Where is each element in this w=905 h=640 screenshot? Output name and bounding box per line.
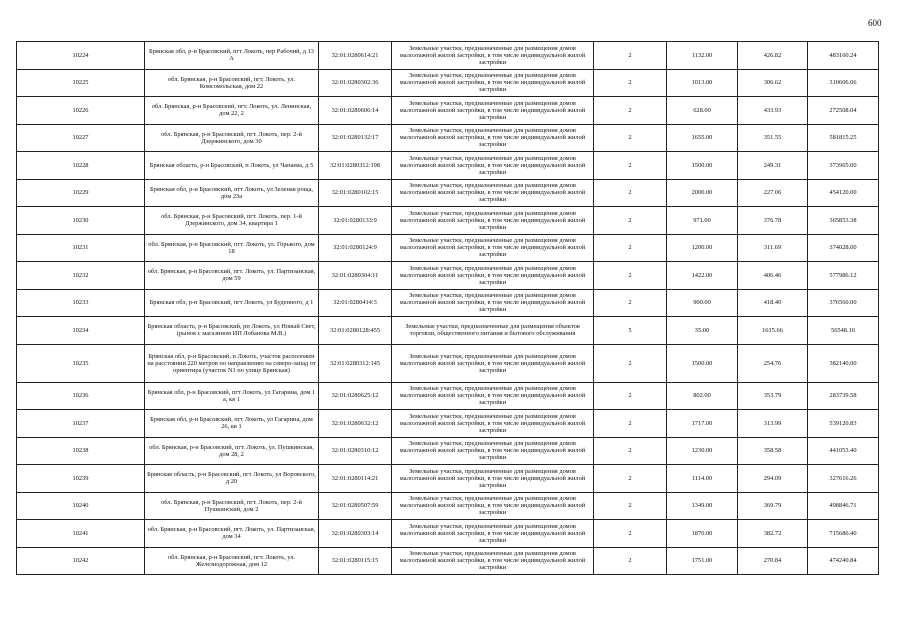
cadastral-value-cell: 373965.00	[808, 152, 879, 180]
address-cell: обл. Брянская, р-н Брасовский, пгт. Локоть, ул. Горького, дом 18	[145, 234, 319, 262]
specific-value-cell: 406.46	[738, 262, 808, 290]
cadastral-value-cell: 581815.25	[808, 124, 879, 152]
cadastral-value-cell: 454120.00	[808, 179, 879, 207]
table-row	[17, 124, 879, 152]
row-number-cell: 10241	[17, 520, 145, 548]
table-row	[17, 344, 879, 382]
permitted-use-cell: Земельные участки, предназначенные для размещения домов малоэтажной жилой застройки, в том числе индивидуальной жилой застройки	[392, 547, 594, 575]
group-cell: 2	[594, 520, 667, 548]
area-cell: 1013.00	[667, 69, 738, 97]
specific-value-cell: 358.58	[738, 437, 808, 465]
row-number-cell: 10233	[17, 289, 145, 317]
group-cell: 2	[594, 234, 667, 262]
specific-value-cell: 270.84	[738, 547, 808, 575]
area-cell: 628.00	[667, 97, 738, 125]
area-cell: 35.00	[667, 317, 738, 345]
specific-value-cell: 227.06	[738, 179, 808, 207]
permitted-use-cell: Земельные участки, предназначенные для размещения домов малоэтажной жилой застройки, в том числе индивидуальной жилой застройки	[392, 69, 594, 97]
permitted-use-cell: Земельные участки, предназначенные для размещения домов малоэтажной жилой застройки, в том числе индивидуальной жилой застройки	[392, 234, 594, 262]
permitted-use-cell: Земельные участки, предназначенные для размещения домов малоэтажной жилой застройки, в том числе индивидуальной жилой застройки	[392, 437, 594, 465]
table-row	[17, 465, 879, 493]
specific-value-cell: 306.62	[738, 69, 808, 97]
row-number-cell: 10235	[17, 344, 145, 382]
cadastral-value-cell: 272508.04	[808, 97, 879, 125]
specific-value-cell: 418.40	[738, 289, 808, 317]
area-cell: 1230.00	[667, 437, 738, 465]
group-cell: 2	[594, 152, 667, 180]
row-number-cell: 10239	[17, 465, 145, 493]
cadastral-number-cell: 32:01:0280303:14	[319, 520, 392, 548]
address-cell: обл. Брянская, р-н Брасовский, пгт. Локоть, ул. Железнодорожная, дом 12	[145, 547, 319, 575]
cadastral-value-cell: 310606.06	[808, 69, 879, 97]
cadastral-number-cell: 32:01:0280312:198	[319, 152, 392, 180]
cadastral-number-cell: 32:01:0280310:12	[319, 437, 392, 465]
row-number-cell: 10226	[17, 97, 145, 125]
table-row	[17, 317, 879, 345]
cadastral-value-cell: 56548.10	[808, 317, 879, 345]
address-cell: обл. Брянская, р-н Брасовский, пгт. Локоть, пер. 2-й Пушкинский, дом 2	[145, 492, 319, 520]
address-cell: обл. Брянская, р-н Брасовский, пгт. Локоть, ул. Пушкинская, дом 28, 2	[145, 437, 319, 465]
group-cell: 2	[594, 437, 667, 465]
row-number-cell: 10237	[17, 410, 145, 438]
table-row	[17, 289, 879, 317]
area-cell: 1422.00	[667, 262, 738, 290]
row-number-cell: 10229	[17, 179, 145, 207]
address-cell: обл. Брянская, р-н Брасовский, пгт. Локоть, ул. Комсомольская, дом 22	[145, 69, 319, 97]
address-cell: обл. Брянская, р-н Брасовский, пгт. Локоть, пер. 2-й Дзержинского, дом 30	[145, 124, 319, 152]
address-cell: обл. Брянская, р-н Брасовский, пгт. Локоть, ул. Ленинская, дом 22, 2	[145, 97, 319, 125]
permitted-use-cell: Земельные участки, предназначенные для размещения домов малоэтажной жилой застройки, в том числе индивидуальной жилой застройки	[392, 520, 594, 548]
permitted-use-cell: Земельные участки, предназначенные для размещения домов малоэтажной жилой застройки, в том числе индивидуальной жилой застройки	[392, 289, 594, 317]
specific-value-cell: 249.31	[738, 152, 808, 180]
cadastral-number-cell: 32:01:0280625:12	[319, 382, 392, 410]
cadastral-number-cell: 32:01:0280132:17	[319, 124, 392, 152]
cadastral-value-cell: 483160.24	[808, 42, 879, 70]
cadastral-number-cell: 32:01:0280606:14	[319, 97, 392, 125]
area-cell: 1132.00	[667, 42, 738, 70]
cadastral-number-cell: 32:01:0280128:455	[319, 317, 392, 345]
permitted-use-cell: Земельные участки, предназначенные для размещения домов малоэтажной жилой застройки, в том числе индивидуальной жилой застройки	[392, 465, 594, 493]
cadastral-number-cell: 32:01:0280414:3	[319, 289, 392, 317]
specific-value-cell: 351.55	[738, 124, 808, 152]
group-cell: 2	[594, 207, 667, 235]
table-row	[17, 492, 879, 520]
permitted-use-cell: Земельные участки, предназначенные для размещения домов малоэтажной жилой застройки, в том числе индивидуальной жилой застройки	[392, 492, 594, 520]
address-cell: обл. Брянская, р-н Брасовский, пгт. Локоть, ул. Партизанская, дом 59	[145, 262, 319, 290]
group-cell: 2	[594, 382, 667, 410]
table-row	[17, 179, 879, 207]
area-cell: 2000.00	[667, 179, 738, 207]
address-cell: Брянская область, р-н Брасовский, рп Локоть, ул Новый Свет, (рынок с магазином ИП Лобанова М.В.)	[145, 317, 319, 345]
group-cell: 2	[594, 289, 667, 317]
area-cell: 1200.00	[667, 234, 738, 262]
group-cell: 2	[594, 179, 667, 207]
cadastral-number-cell: 32:01:0280114:21	[319, 465, 392, 493]
group-cell: 2	[594, 492, 667, 520]
cadastral-number-cell: 32:01:0280124:9	[319, 234, 392, 262]
address-cell: Брянская обл, р-н Брасовский, пгт Локоть, ул Буденного, д 1	[145, 289, 319, 317]
row-number-cell: 10232	[17, 262, 145, 290]
permitted-use-cell: Земельные участки, предназначенные для размещения домов малоэтажной жилой застройки, в том числе индивидуальной жилой застройки	[392, 97, 594, 125]
permitted-use-cell: Земельные участки, предназначенные для размещения домов малоэтажной жилой застройки, в том числе индивидуальной жилой застройки	[392, 42, 594, 70]
specific-value-cell: 294.09	[738, 465, 808, 493]
table-row	[17, 207, 879, 235]
address-cell: Брянская обл, р-н Брасовский, пгт Локоть, ул Зеленая роща, дом 23а	[145, 179, 319, 207]
page-number: 600	[868, 18, 882, 28]
address-cell: Брянская обл, р-н Брасовский, пгт Локоть, ул Гагарина, дом 26, кв 1	[145, 410, 319, 438]
group-cell: 2	[594, 344, 667, 382]
row-number-cell: 10227	[17, 124, 145, 152]
cadastral-value-cell: 441053.40	[808, 437, 879, 465]
address-cell: Брянская область, р-н Брасовский, пгт Локоть, ул Воровского, д 20	[145, 465, 319, 493]
area-cell: 1500.00	[667, 152, 738, 180]
cadastral-number-cell: 32:01:0280133:9	[319, 207, 392, 235]
group-cell: 2	[594, 547, 667, 575]
cadastral-number-cell: 32:01:0280302:36	[319, 69, 392, 97]
group-cell: 2	[594, 465, 667, 493]
cadastral-registry-table	[16, 41, 879, 575]
cadastral-number-cell: 32:01:0280102:15	[319, 179, 392, 207]
permitted-use-cell: Земельные участки, предназначенные для размещения домов малоэтажной жилой застройки, в том числе индивидуальной жилой застройки	[392, 207, 594, 235]
area-cell: 1114.00	[667, 465, 738, 493]
table-row	[17, 437, 879, 465]
cadastral-value-cell: 374028.00	[808, 234, 879, 262]
specific-value-cell: 369.79	[738, 492, 808, 520]
permitted-use-cell: Земельные участки, предназначенные для размещения домов малоэтажной жилой застройки, в том числе индивидуальной жилой застройки	[392, 152, 594, 180]
cadastral-value-cell: 376560.00	[808, 289, 879, 317]
table-row	[17, 547, 879, 575]
permitted-use-cell: Земельные участки, предназначенные для размещения домов малоэтажной жилой застройки, в том числе индивидуальной жилой застройки	[392, 179, 594, 207]
table-row	[17, 152, 879, 180]
address-cell: Брянская обл, р-н Брасовский, п Локоть, участок расположен на расстоянии 220 метров по направлению на северо-запад от ориентира (участок N1 по улице Брянская)	[145, 344, 319, 382]
table-row	[17, 410, 879, 438]
cadastral-value-cell: 498846.71	[808, 492, 879, 520]
permitted-use-cell: Земельные участки, предназначенные для размещения домов малоэтажной жилой застройки, в том числе индивидуальной жилой застройки	[392, 410, 594, 438]
table-row	[17, 97, 879, 125]
cadastral-value-cell: 382140.00	[808, 344, 879, 382]
cadastral-value-cell: 539120.83	[808, 410, 879, 438]
row-number-cell: 10234	[17, 317, 145, 345]
row-number-cell: 10242	[17, 547, 145, 575]
group-cell: 2	[594, 262, 667, 290]
address-cell: обл. Брянская, р-н Брасовский, пгт. Локоть, ул. Партизанская, дом 34	[145, 520, 319, 548]
area-cell: 1655.00	[667, 124, 738, 152]
table-row	[17, 262, 879, 290]
permitted-use-cell: Земельные участки, предназначенные для размещения домов малоэтажной жилой застройки, в том числе индивидуальной жилой застройки	[392, 262, 594, 290]
row-number-cell: 10224	[17, 42, 145, 70]
address-cell: Брянская обл, р-н Брасовский, пгт Локоть, ул Гагарина, дом 1 а, кв 1	[145, 382, 319, 410]
group-cell: 2	[594, 69, 667, 97]
table-row	[17, 234, 879, 262]
permitted-use-cell: Земельные участки, предназначенные для размещения домов малоэтажной жилой застройки, в том числе индивидуальной жилой застройки	[392, 382, 594, 410]
group-cell: 5	[594, 317, 667, 345]
row-number-cell: 10240	[17, 492, 145, 520]
group-cell: 2	[594, 42, 667, 70]
table-row	[17, 382, 879, 410]
cadastral-value-cell: 283739.58	[808, 382, 879, 410]
area-cell: 1717.00	[667, 410, 738, 438]
specific-value-cell: 382.72	[738, 520, 808, 548]
cadastral-number-cell: 32:01:0280115:15	[319, 547, 392, 575]
area-cell: 1751.00	[667, 547, 738, 575]
area-cell: 971.00	[667, 207, 738, 235]
row-number-cell: 10225	[17, 69, 145, 97]
area-cell: 1500.00	[667, 344, 738, 382]
permitted-use-cell: Земельные участки, предназначенные для размещения домов малоэтажной жилой застройки, в том числе индивидуальной жилой застройки	[392, 124, 594, 152]
address-cell: обл. Брянская, р-н Брасовский, пгт. Локоть, пер. 1-й Дзержинского, дом 34, квартира 1	[145, 207, 319, 235]
row-number-cell: 10236	[17, 382, 145, 410]
cadastral-number-cell: 32:01:0280614:21	[319, 42, 392, 70]
permitted-use-cell: Земельные участки, предназначенные для размещения объектов торговли, общественного питания и бытового обслуживания	[392, 317, 594, 345]
cadastral-value-cell: 365853.38	[808, 207, 879, 235]
cadastral-value-cell: 327616.26	[808, 465, 879, 493]
table-row	[17, 42, 879, 70]
cadastral-value-cell: 715686.40	[808, 520, 879, 548]
group-cell: 2	[594, 97, 667, 125]
group-cell: 2	[594, 124, 667, 152]
cadastral-number-cell: 32:01:0280507:59	[319, 492, 392, 520]
row-number-cell: 10231	[17, 234, 145, 262]
area-cell: 802.00	[667, 382, 738, 410]
address-cell: Брянская обл, р-н Брасовский, пгт Локоть, пер Рабочий, д 13 А	[145, 42, 319, 70]
area-cell: 900.00	[667, 289, 738, 317]
row-number-cell: 10228	[17, 152, 145, 180]
cadastral-number-cell: 32:01:0280632:12	[319, 410, 392, 438]
cadastral-value-cell: 474240.84	[808, 547, 879, 575]
area-cell: 1349.00	[667, 492, 738, 520]
specific-value-cell: 311.69	[738, 234, 808, 262]
cadastral-value-cell: 577986.12	[808, 262, 879, 290]
specific-value-cell: 254.76	[738, 344, 808, 382]
group-cell: 2	[594, 410, 667, 438]
row-number-cell: 10238	[17, 437, 145, 465]
row-number-cell: 10230	[17, 207, 145, 235]
specific-value-cell: 1615.66	[738, 317, 808, 345]
specific-value-cell: 426.82	[738, 42, 808, 70]
table-row	[17, 69, 879, 97]
specific-value-cell: 376.78	[738, 207, 808, 235]
table-row	[17, 520, 879, 548]
cadastral-number-cell: 32:01:0280312:145	[319, 344, 392, 382]
specific-value-cell: 433.93	[738, 97, 808, 125]
specific-value-cell: 313.99	[738, 410, 808, 438]
address-cell: Брянская область, р-н Брасовский, п Локоть, ул Чапаева, д 5	[145, 152, 319, 180]
cadastral-number-cell: 32:01:0280304:11	[319, 262, 392, 290]
permitted-use-cell: Земельные участки, предназначенные для размещения домов малоэтажной жилой застройки, в том числе индивидуальной жилой застройки	[392, 344, 594, 382]
specific-value-cell: 353.79	[738, 382, 808, 410]
area-cell: 1870.00	[667, 520, 738, 548]
